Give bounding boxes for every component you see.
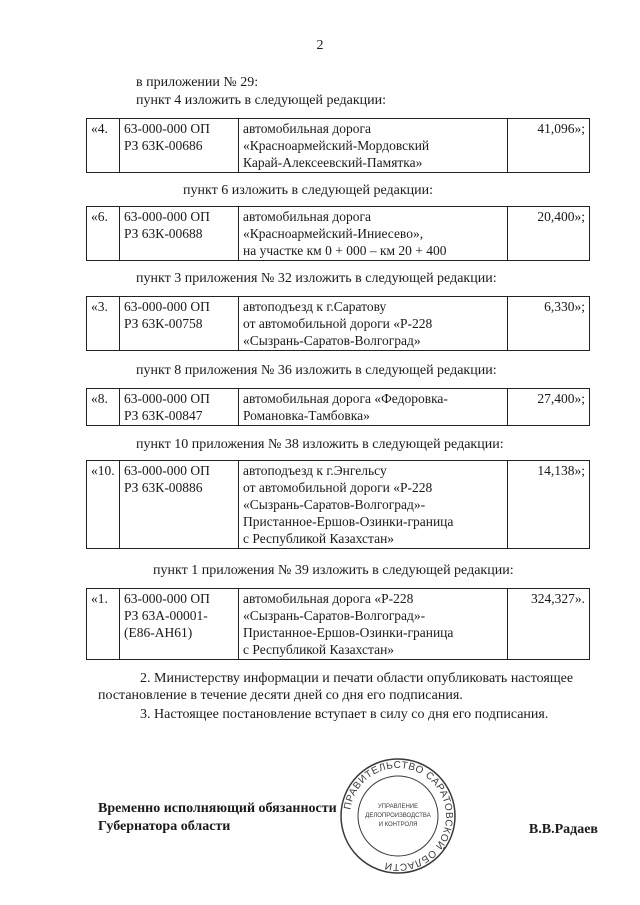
road-code: 63-000-000 ОП РЗ 63А-00001- (Е86-АН61): [120, 589, 239, 660]
road-length: 27,400»;: [508, 389, 590, 426]
road-description: автомобильная дорога «Федоровка- Романовка-Тамбовка»: [239, 389, 508, 426]
row-number: «4.: [87, 119, 120, 173]
road-code: 63-000-000 ОП РЗ 63К-00688: [120, 207, 239, 261]
road-description: автомобильная дорога «Красноармейский-Мордовский Карай-Алексеевский-Памятка»: [239, 119, 508, 173]
intro-line-2: пункт 4 изложить в следующей редакции:: [136, 93, 386, 108]
instruction-line: пункт 6 изложить в следующей редакции:: [183, 183, 433, 198]
instruction-line: пункт 8 приложения № 36 изложить в следующей редакции:: [136, 363, 497, 378]
road-length: 41,096»;: [508, 119, 590, 173]
road-code: 63-000-000 ОП РЗ 63К-00758: [120, 297, 239, 351]
seal-inner-line-1: УПРАВЛЕНИЕ: [377, 804, 419, 810]
official-seal: [338, 756, 458, 876]
intro-line-1: в приложении № 29:: [136, 75, 259, 90]
road-description: автомобильная дорога «Р-228 «Сызрань-Саратов-Волгоград»- Пристанное-Ершов-Озинки-граница с Республикой Казахстан»: [239, 589, 508, 660]
instruction-line: пункт 1 приложения № 39 изложить в следующей редакции:: [153, 563, 514, 578]
table-row: [86, 206, 590, 261]
table-row: [86, 460, 590, 549]
road-description: автоподъезд к г.Энгельсу от автомобильной дороги «Р-228 «Сызрань-Саратов-Волгоград»- Пристанное-Ершов-Озинки-граница с Республикой Казахстан»: [239, 461, 508, 549]
seal-inner-line-3: И КОНТРОЛЯ: [378, 822, 418, 828]
road-description: автомобильная дорога «Красноармейский-Иниесево», на участке км 0 + 000 – км 20 + 400: [239, 207, 508, 261]
paragraph-3: 3. Настоящее постановление вступает в силу со дня его подписания.: [140, 707, 549, 722]
road-description: автоподъезд к г.Саратову от автомобильной дороги «Р-228 «Сызрань-Саратов-Волгоград»: [239, 297, 508, 351]
page-number: 2: [316, 38, 324, 53]
table-row: [86, 388, 590, 426]
instruction-line: пункт 3 приложения № 32 изложить в следующей редакции:: [136, 271, 497, 286]
road-length: 20,400»;: [508, 207, 590, 261]
paragraph-2: 2. Министерству информации и печати области опубликовать настоящее постановление в течение десяти дней со дня его подписания.: [98, 671, 574, 703]
road-length: 6,330»;: [508, 297, 590, 351]
seal-inner-line-2: ДЕЛОПРОИЗВОДСТВА: [365, 813, 431, 819]
road-length: 14,138»;: [508, 461, 590, 549]
road-code: 63-000-000 ОП РЗ 63К-00886: [120, 461, 239, 549]
seal-outer-text: ПРАВИТЕЛЬСТВО САРАТОВСКОЙ ОБЛАСТИ: [342, 759, 455, 873]
row-number: «8.: [87, 389, 120, 426]
row-number: «10.: [87, 461, 120, 549]
row-number: «1.: [87, 589, 120, 660]
signatory-position: Временно исполняющий обязанности Губернатора области: [98, 801, 337, 834]
road-code: 63-000-000 ОП РЗ 63К-00847: [120, 389, 239, 426]
road-code: 63-000-000 ОП РЗ 63К-00686: [120, 119, 239, 173]
table-row: [86, 118, 590, 173]
instruction-line: пункт 10 приложения № 38 изложить в следующей редакции:: [136, 437, 504, 452]
row-number: «3.: [87, 297, 120, 351]
table-row: [86, 588, 590, 660]
road-length: 324,327».: [508, 589, 590, 660]
row-number: «6.: [87, 207, 120, 261]
signatory-name: В.В.Радаев: [528, 822, 598, 837]
table-row: [86, 296, 590, 351]
